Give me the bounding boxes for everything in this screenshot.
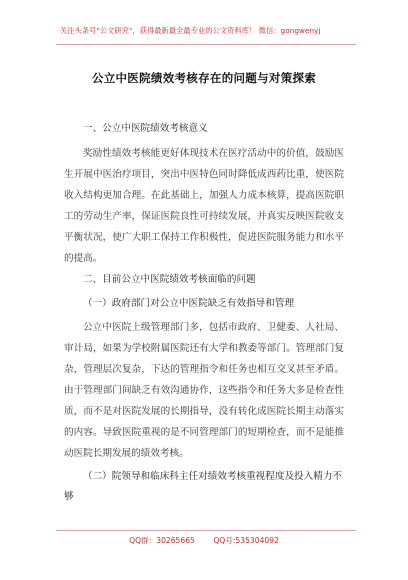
- qq-group-text: QQ群：30265665: [129, 536, 195, 545]
- section-heading-1: 一、公立中医院绩效考核意义: [83, 123, 208, 134]
- section-heading-2: 二、目前公立中医院绩效考核面临的问题: [83, 274, 256, 285]
- subsection-paragraph-1: [64, 317, 344, 464]
- footer: [0, 535, 408, 546]
- subsection-heading-1: （一）政府部门对公立中医院缺乏有效指导和管理: [83, 298, 295, 309]
- footer-divider: [56, 530, 356, 531]
- header-banner: 关注头条号"公文研究"，获得最新最全最专业的公文资料库！ 微信：gongwenyj: [60, 26, 321, 35]
- section-paragraph-1: [64, 143, 344, 269]
- header-divider: [56, 44, 356, 45]
- paragraph-text: 奖励性绩效考核能更好体现技术在医疗活动中的价值，鼓励医生开展中医治疗项目，突出中医特色同时降低成西药比重，使医院收入结构更加合理。在此基础上，加强人力成本核算，提高医院职工的劳动生产率，保证医院良性可持续发展，并真实反映医院收支平衡状况，使广大职工保持工作积极性，促进医院服务能力和水平的提高。: [64, 148, 344, 264]
- subsection-heading-2: （二）院领导和临床科主任对绩效考核重视程度及投入精力不够: [64, 471, 343, 502]
- qq-number-text: QQ号:535304092: [213, 536, 279, 545]
- document-title: 公立中医院绩效考核存在的问题与对策探索: [91, 71, 317, 85]
- document-body: [64, 118, 344, 510]
- paragraph-text: 公立中医院上级管理部门多，包括市政府、卫健委、人社局、审计局，如果为学校附属医院还有大学和教委等部门。管理部门复杂，管理层次复杂，下达的管理指令和任务也相互交叉甚至矛盾。由于管理部门间缺乏有效沟通协作，这些指令和任务大多是检查性质，而不是对医院发展的长期指导，没有转化成医院长期主动落实的内容。导致医院重视的是不同管理部门的短期检查，而不是能推动医院长期发展的绩效考核。: [64, 322, 344, 459]
